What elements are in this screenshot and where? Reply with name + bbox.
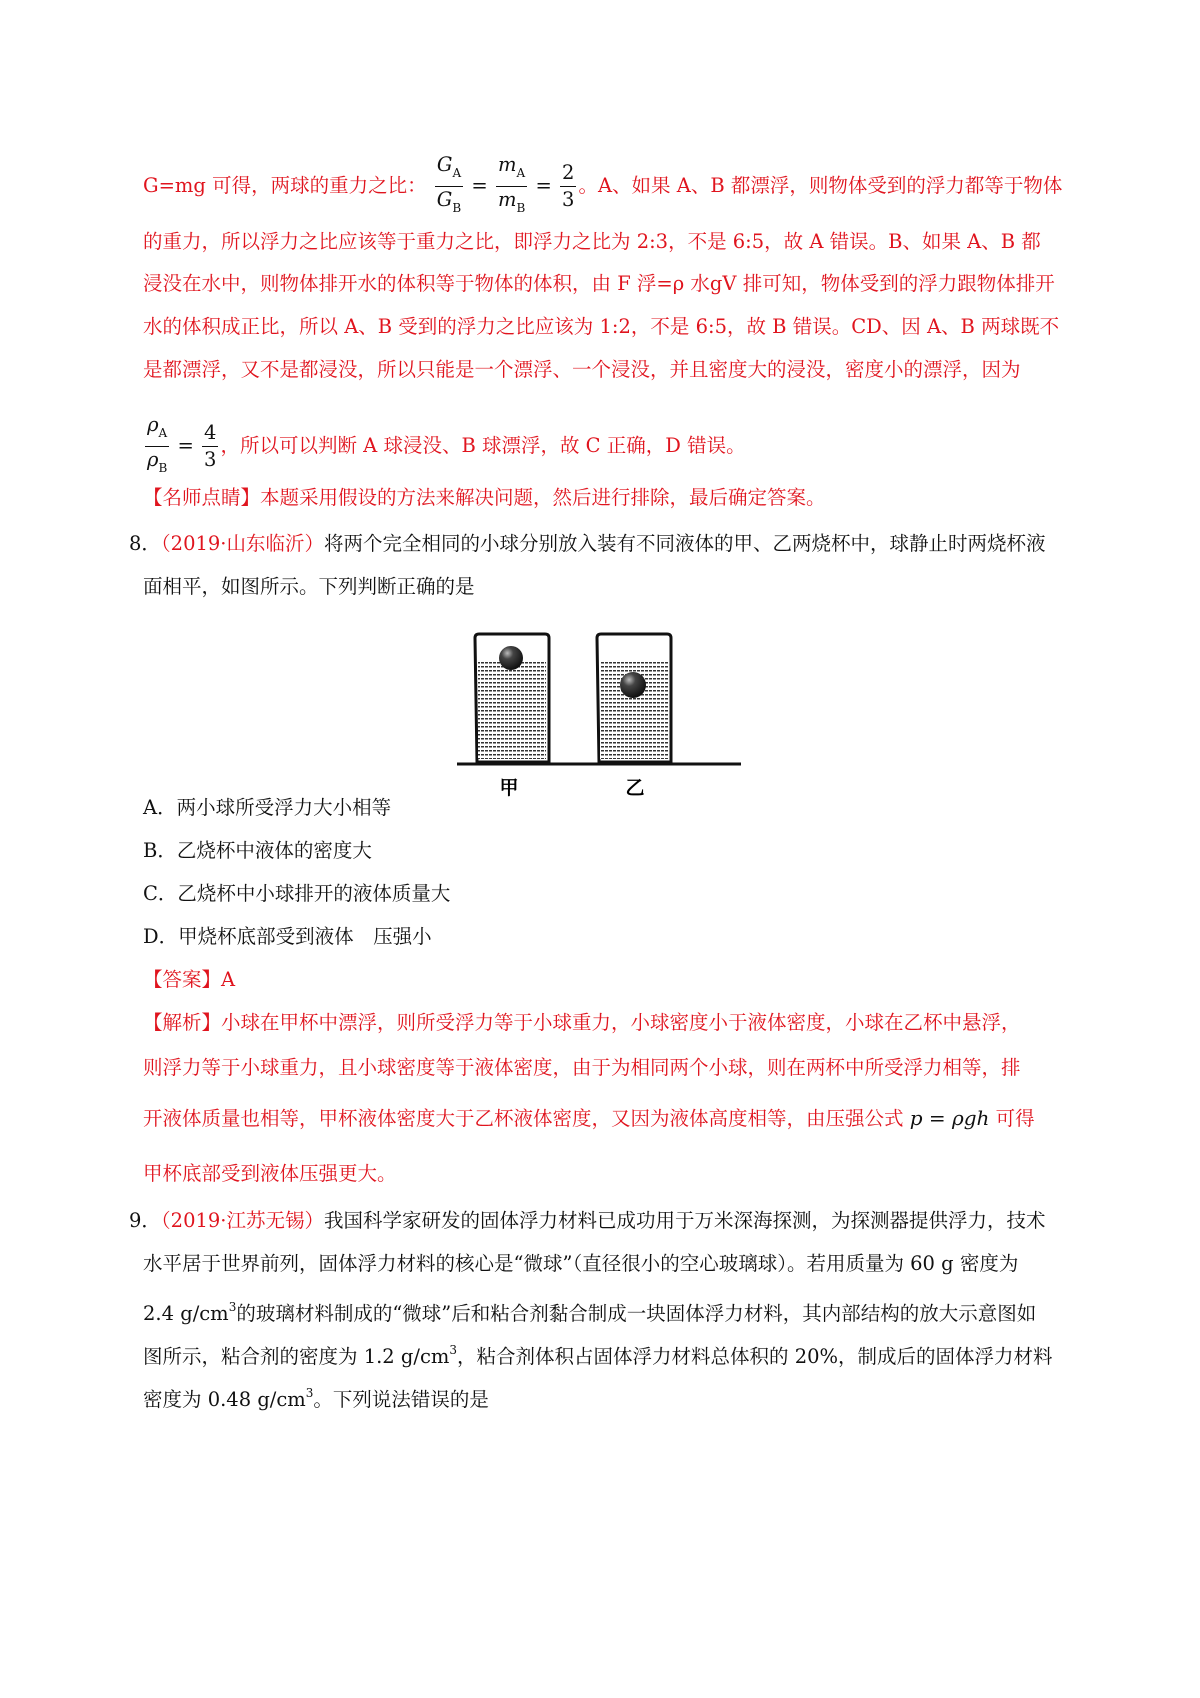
question-9-line-3: 2.4 $g/cm^3$的玻璃材料制成的“微球”后和粘合剂黏合制成一块固体浮力材料，其内部结构的放大示意图如 [143,1300,1037,1325]
gravity-ratio-fraction: $\frac{G_A}{G_B}$ [436,153,462,215]
analysis-text: G=mg 可得，两球的重力之比： [143,174,427,197]
analysis-line-6: $\frac{\rho_A}{\rho_B}$ = $\frac{4}{3}$ ，所以可以判断 A 球浸没、B 球漂浮，故 C 正确，D 错误。 [143,412,746,481]
pressure-formula: p = ρgh [909,1106,990,1130]
label-yi: 乙 [625,777,645,799]
question-9-line-2: 水平居于世界前列，固体浮力材料的核心是“微球”（直径很小的空心玻璃球）。若用质量为 60 g 密度为 [143,1252,1019,1275]
analysis-line-2: 的重力，所以浮力之比应该等于重力之比，即浮力之比为 2:3，不是 6:5，故 A 错误。B、如果 A、B 都 [143,230,1041,253]
option-d: D．甲烧杯底部受到液体 压强小 [143,925,432,948]
question-source: （2019·江苏无锡） [160,1209,324,1232]
analysis-line-5: 是都漂浮，又不是都浸没，所以只能是一个漂浮、一个浸没，并且密度大的浸没，密度小的漂浮，因为 [143,358,1021,381]
beaker-yi [597,634,671,762]
analysis-text: 。A、如果 A、B 都漂浮，则物体受到的浮力都等于物体 [578,174,1063,197]
option-a: A．两小球所受浮力大小相等 [143,796,392,819]
density-value-fraction: $\frac{4}{3}$ [204,421,217,471]
analysis-line-3: 浸没在水中，则物体排开水的体积等于物体的体积，由 F 浮=ρ 水gV 排可知，物体受到的浮力跟物体排开 [143,272,1055,295]
teacher-tip: 【名师点睛】本题采用假设的方法来解决问题，然后进行排除，最后确定答案。 [143,486,826,509]
question-9-line-1 [129,1207,1046,1235]
density-ratio-fraction: $\frac{\rho_A}{\rho_B}$ [147,413,168,475]
mass-ratio-fraction: $\frac{m_A}{m_B}$ [497,153,526,215]
question-9-line-4: 图所示，粘合剂的密度为 1.2 $g/cm^3$，粘合剂体积占固体浮力材料总体积的 20%，制成后的固体浮力材料 [143,1343,1053,1368]
question-8-line-1 [129,530,1046,558]
q8-analysis-line-3: 开液体质量也相等，甲杯液体密度大于乙杯液体密度，又因为液体高度相等，由压强公式 p = ρgh 可得 [143,1106,1035,1130]
analysis-line-4: 水的体积成正比，所以 A、B 受到的浮力之比应该为 1:2，不是 6:5，故 B 错误。CD、因 A、B 两球既不 [143,315,1060,338]
analysis-text: ，所以可以判断 A 球浸没、B 球漂浮，故 C 正确，D 错误。 [220,434,746,457]
ball-jia [499,646,523,670]
beaker-jia [475,634,549,762]
question-8-line-2: 面相平，如图所示。下列判断正确的是 [143,575,475,598]
question-9-line-5: 密度为 0.48 $g/cm^3$。下列说法错误的是 [143,1386,489,1411]
analysis-line-1: G=mg 可得，两球的重力之比： $\frac{G_A}{G_B}$ = $\frac{m_A}{m_B}$ = $\frac{2}{3}$ 。A、如果 A、B 都漂浮，则物体受到的浮力都等于物体 [143,152,1062,221]
q8-analysis-line-1: 【解析】小球在甲杯中漂浮，则所受浮力等于小球重力，小球密度小于液体密度，小球在乙杯中悬浮， [143,1011,1021,1034]
question-number: 8． [129,532,161,555]
question-stem: 将两个完全相同的小球分别放入装有不同液体的甲、乙两烧杯中，球静止时两烧杯液 [324,532,1046,555]
analysis-label: 【解析】 [143,1011,222,1034]
label-jia: 甲 [499,777,519,799]
beakers-figure [455,630,745,800]
question-stem: 我国科学家研发的固体浮力材料已成功用于万米深海探测，为探测器提供浮力，技术 [324,1209,1046,1232]
option-b: B．乙烧杯中液体的密度大 [143,839,372,862]
question-number: 9． [129,1209,161,1232]
option-c: C．乙烧杯中小球排开的液体质量大 [143,882,451,905]
value-fraction: $\frac{2}{3}$ [562,161,575,211]
q8-analysis-line-2: 则浮力等于小球重力，且小球密度等于液体密度，由于为相同两个小球，则在两杯中所受浮力相等，排 [143,1056,1021,1079]
q8-analysis-line-4: 甲杯底部受到液体压强更大。 [143,1162,397,1185]
answer: 【答案】A [143,968,236,991]
question-source: （2019·山东临沂） [160,532,324,555]
ball-yi [620,672,646,698]
